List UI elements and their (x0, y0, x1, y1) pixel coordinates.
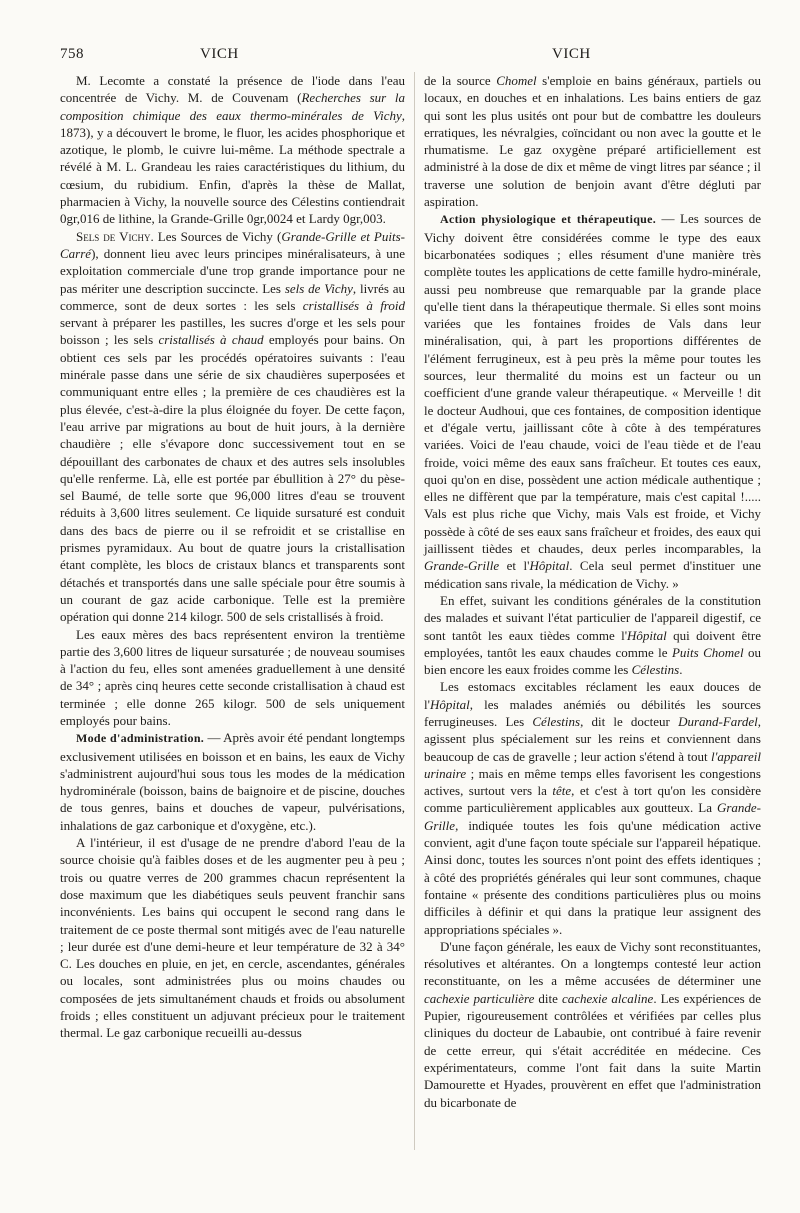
paragraph-interieur: A l'intérieur, il est d'usage de ne prendre d'abord l'eau de la source choisie qu'à faibles doses et de les augmenter peu à peu ; trois ou quatre verres de 200 grammes chacun représentent la dose maximum que les diabétiques seuls peuvent franchir sans inconvénients. Les bains qui occupent le second rang dans le traitement de ce poste thermal sont mitigés avec de l'eau naturelle ; leur durée est d'une demi-heure et leur température de 32 à 34° C. Les douches en pluie, en jet, en cercle, ascendantes, générales ou locales, sont administrées plus ou moins chaudes ou composées de jets simultanément chauds et froids ou absolument froids ; elles constituent un adjuvant précieux pour le traitement thermal. Le gaz carbonique recueilli au-dessus (60, 835, 405, 1041)
left-running-title: VICH (200, 46, 239, 62)
running-head (0, 46, 800, 66)
paragraph-sels-de-vichy: Sels de Vichy. Les Sources de Vichy (Grande-Grille et Puits-Carré), donnent lieu avec leurs principes minéralisateurs, à une exploitation commerciale d'une trop grande importance pour ne pas mériter une description succincte. Les sels de Vichy, livrés au commerce, sont de deux sortes : les sels cristallisés à froid servant à préparer les pastilles, les sucres d'orge et les sels pour boisson ; les sels cristallisés à chaud employés pour bains. On obtient ces sels par les procédés opératoires suivants : l'eau minérale passe dans une série de six chaudières superposées et communiquant entre elles ; la première de ces chaudières est la plus élevée, c'est-à-dire la plus éloignée du foyer. De cette façon, l'eau arrive par migrations au bout de huit jours, à la dernière chaudière ; elle s'évapore donc successivement tout en se dépouillant des carbonates de chaux et des autres sels insolubles qu'elle renferme. Là, elle est portée par ébullition à 27° du pèse-sel Baumé, de telle sorte que 96,000 litres d'eau se trouvent réduits à 3,600 litres seulement. Ce liquide sursaturé est conduit dans des bacs de pierre ou il se refroidit et se cristallise en prismes pyramidaux. Au bout de quatre jours la cristallisation étant complète, les blocs de cristaux blancs et transparents sont détachés et transportés dans une salle spéciale pour être soumis à un courant de gaz acide carbonique. Telle est la première opération qui donne 214 kilogr. 500 de sels cristallisés à froid. (60, 228, 406, 625)
paragraph-mode-administration: Mode d'administration. — Après avoir été pendant longtemps exclusivement utilisées en boisson et en bains, les eaux de Vichy s'administrent aujourd'hui sous tous les modes de la médication hydrominérale (boisson, bains de baignoire et de piscine, douches de tous genres, bains et douches de vapeur, pulvérisations, inhalations de gaz carbonique et d'oxygène, etc.). (60, 730, 405, 833)
page-number: 758 (60, 46, 84, 62)
left-column (60, 72, 405, 1042)
column-divider (414, 72, 415, 1150)
paragraph-facon-generale: D'une façon générale, les eaux de Vichy sont reconstituantes, résolutives et altérantes. On a longtemps contesté leur action reconstituante, on les a même accusées de déterminer une cachexie particulière dite cachexie alcaline. Les expériences de Pupier, rigoureusement contrôlées et vérifiées par celles plus cliniques du docteur de Labaubie, ont contribué à faire revenir de cette erreur, qui s'était accréditée en médecine. Ces expérimentateurs, comme l'ont fait dans la suite Martin Damourette et Hyades, prouvèrent en effet que l'administration du bicarbonate de (424, 938, 762, 1110)
paragraph-eaux-meres: Les eaux mères des bacs représentent environ la trentième partie des 3,600 litres de liqueur sursaturée ; de nouveau soumises à l'action du feu, elles sont amenées graduellement à une densité de 34° ; après cinq heures cette seconde cristallisation à chaud est terminée ; elle donne 265 kilogr. 500 de sels uniquement employés pour bains. (60, 626, 405, 728)
right-column (424, 72, 761, 1111)
paragraph-action: Action physiologique et thérapeutique. — Les sources de Vichy doivent être considérées comme le type des eaux bicarbonatées sodiques ; elles résument d'une manière très complète toutes les applications de cette famille hydro-minérale, aussi peu nombreuse que remarquable par la grande place qu'elle tient dans la thérapeutique thermale. Si elles sont moins variées que les fontaines froides de Vals dans leur minéralisation, qui, à part les proportions différentes de l'élément ferrugineux, est à peu près la même pour toutes les sources, leur thermalité du moins est un facteur ou un coefficient d'une grande valeur thérapeutique. « Merveille ! dit le docteur Audhoui, que ces fontaines, de composition identique et d'égale vertu, jaillissant côte à côte à des températures variées. Voici de l'eau chaude, voici de l'eau tiède et de l'eau froide, voici même des eaux sans fraîcheur. Et toutes ces eaux, quoi qu'on en dise, possèdent une action médicale authentique ; elles ne diffèrent que par la température, mais c'est capital !..... Vals est plus riche que Vichy, mais Vals est froide, et Vichy possède à côté de ses eaux sans fraîcheur et froides, des eaux qui jaillissent tièdes et chaudes, deux perles incomparables, la Grande-Grille et l'Hôpital. Cela seul permet d'instituer une médication sans rivale, la médication de Vichy. » (424, 211, 762, 591)
paragraph-gaz: de la source Chomel s'emploie en bains généraux, partiels ou locaux, en douches et en inhalations. Les bains entiers de gaz qui sont les plus usités ont pour but de combattre les douleurs erratiques, les névralgies, coïncidant ou non avec la goutte et le rhumatisme. Le gaz oxygène préparé artificiellement est administré à la dose de dix et même de vingt litres par séance ; il traverse une solution de benjoin avant d'être dégluti par aspiration. (424, 73, 761, 210)
right-running-title: VICH (552, 46, 591, 62)
section-heading-action: Action physiologique et thérapeutique. (440, 212, 657, 227)
paragraph-iodine: M. Lecomte a constaté la présence de l'iode dans l'eau concentrée de Vichy. M. de Couvenam (Recherches sur la composition chimique des eaux thermo-minérales de Vichy, 1873), y a découvert le brome, le fluor, les acides phosphorique et azotique, le plomb, le cuivre lui-même. La méthode spectrale a révélé à M. L. Grandeau les raies caractéristiques du lithium, du cœsium, du rubidium. Enfin, d'après la thèse de Mallat, pharmacien à Vichy, la nouvelle source des Célestins contiendrait 0gr,016 de lithine, la Grande-Grille 0gr,0024 et Lardy 0gr,003. (60, 73, 405, 227)
section-heading-mode: Mode d'administration. (76, 731, 205, 746)
paragraph-estomacs: Les estomacs excitables réclament les eaux douces de l'Hôpital, les malades anémiés ou débilités les sources ferrugineuses. Les Célestins, dit le docteur Durand-Fardel, agissent plus spécialement sur les reins et conviennent dans beaucoup de cas de gravelle ; leur action s'étend à tout l'appareil urinaire ; mais en même temps elles favorisent les congestions actives, surtout vers la tête, et c'est à tort qu'on les considère comme particulièrement applicables aux goutteux. La Grande-Grille, indiquée toutes les fois qu'une médication active convient, agit d'une façon toute spéciale sur l'appareil hépatique. Ainsi donc, toutes les sources n'ont point des effets identiques ; à côté des propriétés générales qui leur sont communes, chaque fontaine « présente des conditions particulières plus ou moins difficiles à définir et qui dans la pratique leur assignent des appropriations spéciales ». (424, 679, 761, 937)
paragraph-en-effet: En effet, suivant les conditions générales de la constitution des malades et suivant l'état particulier de l'appareil digestif, ce sont tantôt les eaux tièdes comme l'Hôpital qui doivent être employées, tantôt les eaux chaudes comme le Puits Chomel ou bien encore les eaux froides comme les Célestins. (424, 592, 762, 678)
section-label-sels: Sels de Vichy. (76, 228, 154, 244)
